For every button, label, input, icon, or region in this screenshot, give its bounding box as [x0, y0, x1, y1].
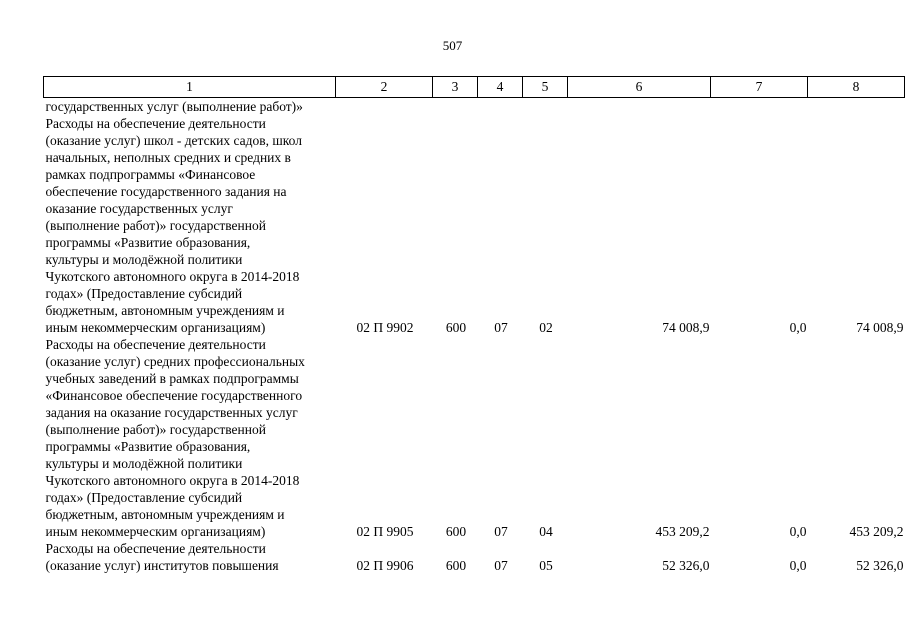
row-section: 07 [494, 558, 508, 573]
row-type: 600 [445, 320, 467, 335]
row-type: 600 [445, 524, 467, 539]
row-change: 0,0 [789, 320, 807, 335]
column-header: 7 [711, 77, 808, 98]
row-type [433, 98, 478, 116]
table-row [44, 540, 905, 574]
row-code: 02 П 9906 [356, 558, 414, 573]
row-total [808, 98, 905, 116]
column-header: 5 [523, 77, 568, 98]
row-amount: 74 008,9 [662, 320, 710, 335]
row-subsection: 05 [539, 558, 553, 573]
row-section: 07 [494, 524, 508, 539]
row-section: 07 [494, 320, 508, 335]
row-total: 74 008,9 [856, 320, 904, 335]
row-type: 600 [445, 558, 467, 573]
row-subsection [523, 98, 568, 116]
column-header: 1 [44, 77, 336, 98]
row-description: Расходы на обеспечение деятельности (оказание услуг) средних профессиональных учебных заведений в рамках подпрограммы «Финансовое обеспечение государственного задания на оказание государственных услуг (выполнение работ)» государственной программы «Развитие образования, культуры и молодёжной политики Чукотского автономного округа в 2014-2018 годах» (Предоставление субсидий бюджетным, автономным учреждениям и иным некоммерческим организациям) [45, 337, 305, 539]
row-change: 0,0 [789, 558, 807, 573]
row-total: 52 326,0 [856, 558, 904, 573]
row-code: 02 П 9905 [356, 524, 414, 539]
row-change [711, 98, 808, 116]
row-description: государственных услуг (выполнение работ)» [45, 99, 303, 114]
page-number: 507 [442, 38, 463, 53]
row-change: 0,0 [789, 524, 807, 539]
column-header: 4 [478, 77, 523, 98]
row-code [336, 98, 433, 116]
table-header-row [44, 77, 905, 98]
row-amount: 453 209,2 [655, 524, 710, 539]
row-description: Расходы на обеспечение деятельности (оказание услуг) школ - детских садов, школ начальных, неполных средних и средних в рамках подпрограммы «Финансовое обеспечение государственного задания на оказание государственных услуг (выполнение работ)» государственной программы «Развитие образования, культуры и молодёжной политики Чукотского автономного округа в 2014-2018 годах» (Предоставление субсидий бюджетным, автономным учреждениям и иным некоммерческим организациям) [45, 116, 302, 335]
row-total: 453 209,2 [849, 524, 904, 539]
table-row [44, 336, 905, 540]
row-subsection: 04 [539, 524, 553, 539]
row-description: Расходы на обеспечение деятельности (оказание услуг) институтов повышения [45, 541, 279, 573]
column-header: 3 [433, 77, 478, 98]
row-subsection: 02 [539, 320, 553, 335]
row-section [478, 98, 523, 116]
row-amount [568, 98, 711, 116]
table-row [44, 98, 905, 116]
column-header: 6 [568, 77, 711, 98]
row-amount: 52 326,0 [662, 558, 710, 573]
table-row [44, 115, 905, 336]
budget-table [43, 76, 905, 574]
column-header: 8 [808, 77, 905, 98]
row-code: 02 П 9902 [356, 320, 414, 335]
column-header: 2 [336, 77, 433, 98]
